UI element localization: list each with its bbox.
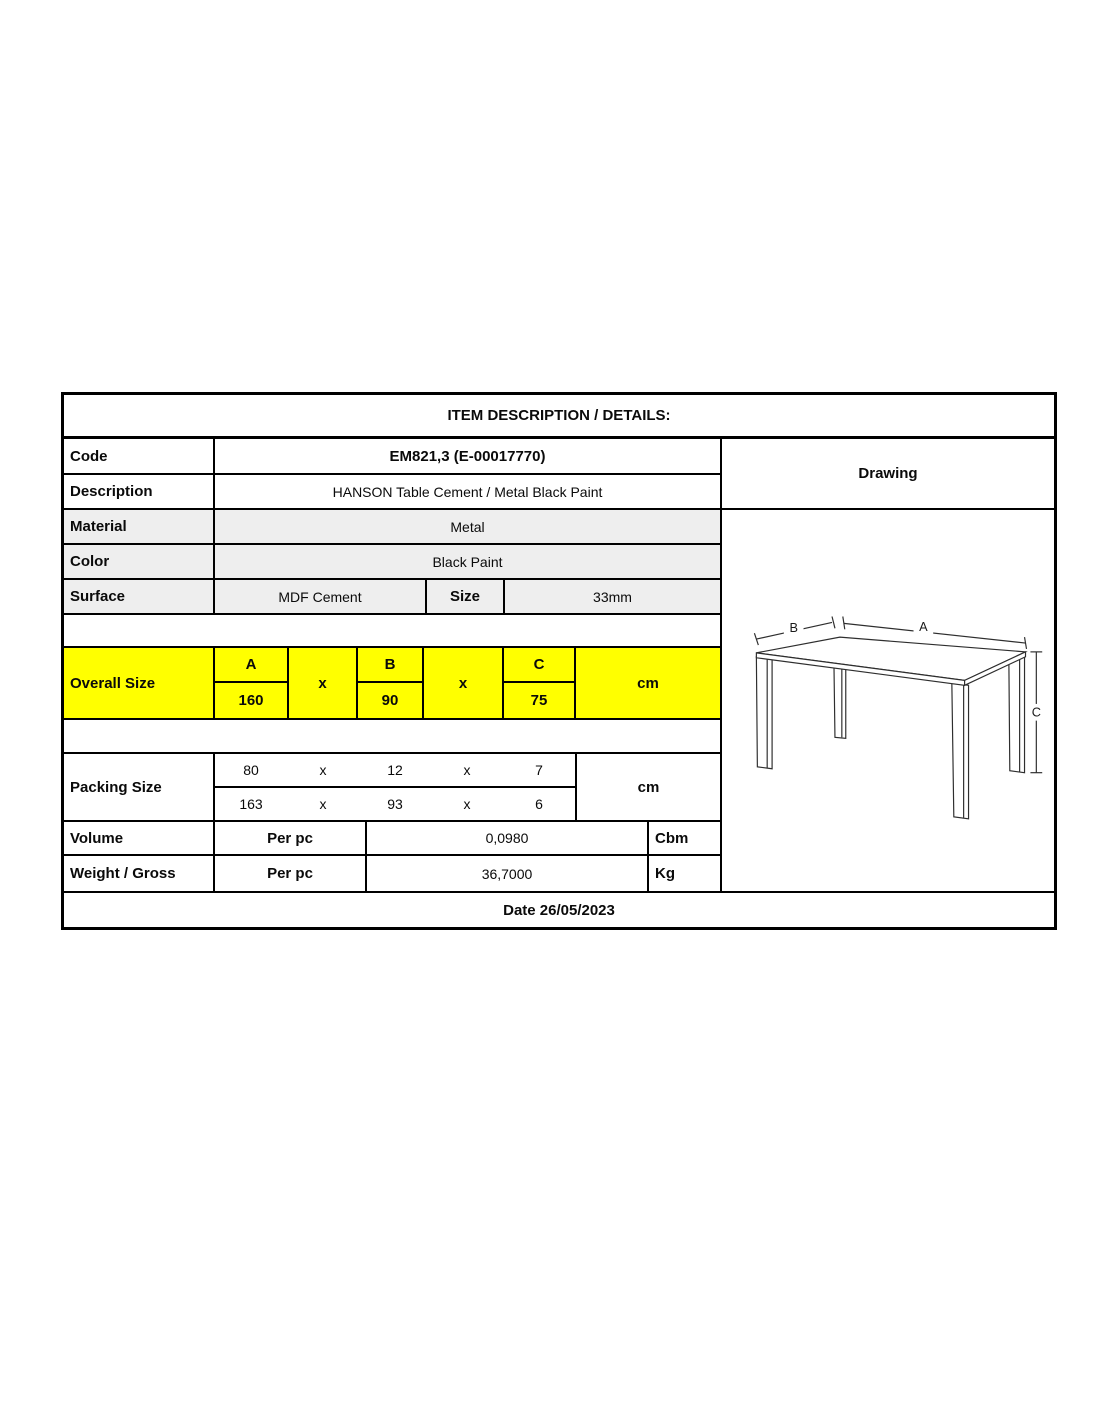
row-surface [64,580,720,615]
packing-line-1 [215,754,575,788]
packing-2-c: 6 [535,796,543,812]
packing-size-unit: cm [637,778,660,796]
weight-unit: Kg [655,865,675,882]
table-legs [756,655,1024,819]
row-volume [64,822,720,856]
volume-value: 0,0980 [367,822,649,854]
packing-1-c: 7 [535,762,543,778]
table-sketch [722,510,1054,891]
spec-rows [64,439,720,891]
volume-per: Per pc [215,822,367,854]
row-code [64,439,720,475]
row-color [64,545,720,580]
material-label: Material [64,510,215,543]
packing-line-2 [215,788,575,820]
overall-dim-b [358,648,424,718]
overall-size-unit: cm [637,674,659,692]
dim-c-value: 75 [530,692,548,709]
overall-sep-1: x [289,648,358,718]
packing-1-b: 12 [387,762,403,778]
spacer-row-1 [64,615,720,648]
weight-per: Per pc [215,856,367,891]
sheet-body [64,439,1054,891]
date-row: Date 26/05/2023 [64,891,1054,927]
packing-values [215,754,577,820]
row-packing-size [64,754,720,822]
volume-label: Volume [64,822,215,854]
material-value: Metal [450,518,485,535]
drawing-column [720,439,1054,891]
description-label: Description [64,475,215,508]
packing-2-x1: x [319,796,327,812]
dim-a-value: 160 [238,692,264,709]
surface-label: Surface [64,580,215,613]
surface-size-label: Size [427,580,505,613]
weight-label: Weight / Gross [64,856,215,891]
drawing-dim-a-label: A [919,619,928,635]
packing-2-b: 93 [387,796,403,812]
dim-b-name: B [358,648,422,683]
packing-1-a: 80 [243,762,259,778]
drawing-dim-c-label: C [1031,704,1041,720]
spacer-row-2 [64,720,720,754]
drawing-header: Drawing [722,439,1054,510]
table-top [756,637,1025,685]
packing-2-x2: x [463,796,471,812]
color-value: Black Paint [432,553,503,570]
color-label: Color [64,545,215,578]
volume-unit: Cbm [655,829,689,847]
packing-2-a: 163 [239,796,263,812]
surface-value: MDF Cement [215,580,427,613]
dimension-lines [754,617,1042,773]
row-description [64,475,720,510]
overall-sep-2: x [424,648,504,718]
packing-size-label: Packing Size [64,754,215,820]
drawing-dim-b-label: B [789,620,798,636]
row-overall-size [64,648,720,720]
code-label: Code [64,439,215,473]
dim-b-value: 90 [381,692,399,709]
overall-size-label: Overall Size [64,648,215,718]
dim-c-name: C [504,648,574,683]
row-weight [64,856,720,891]
dim-a-name: A [215,648,287,683]
row-material [64,510,720,545]
description-value: HANSON Table Cement / Metal Black Paint [332,483,603,500]
overall-dim-c [504,648,576,718]
packing-1-x1: x [319,762,327,778]
packing-1-x2: x [463,762,471,778]
surface-size-value: 33mm [593,588,632,605]
drawing-canvas [722,510,1054,891]
weight-value: 36,7000 [367,856,649,891]
overall-dim-a [215,648,289,718]
code-value: EM821,3 (E-00017770) [389,447,546,465]
item-spec-table [61,392,1057,930]
sheet-title: ITEM DESCRIPTION / DETAILS: [64,395,1054,439]
